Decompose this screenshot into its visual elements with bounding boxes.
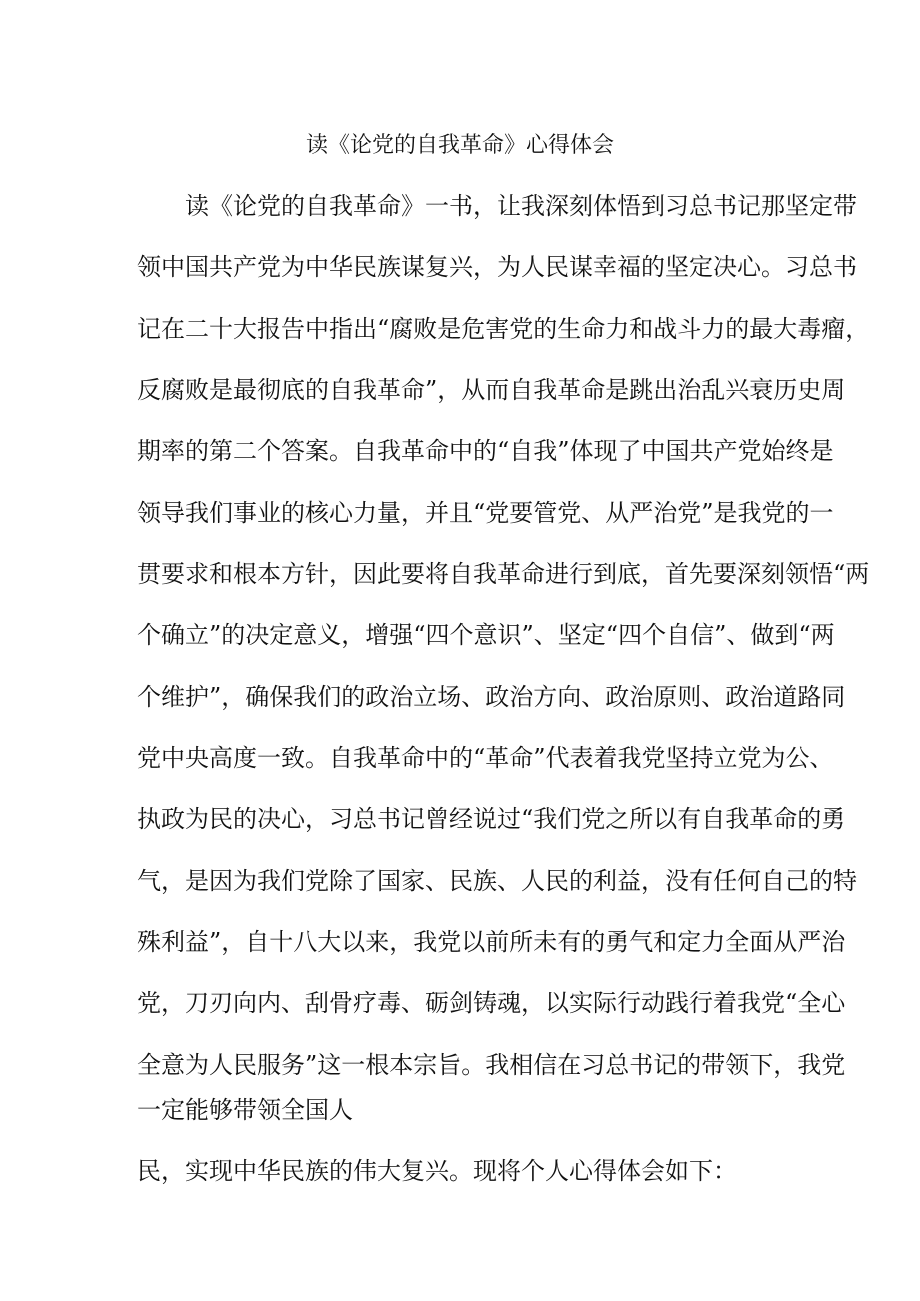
- paragraph-line: 领中国共产党为中华民族谋复兴，为人民谋幸福的坚定决心。习总书: [137, 253, 857, 281]
- paragraph-line: 个维护”，确保我们的政治立场、政治方向、政治原则、政治道路同: [137, 683, 846, 711]
- paragraph-line: 殊利益”，自十八大以来，我党以前所未有的勇气和定力全面从严治: [137, 928, 846, 956]
- paragraph-line: 期率的第二个答案。自我革命中的“自我”体现了中国共产党始终是: [137, 437, 834, 465]
- paragraph-line: 执政为民的决心，习总书记曾经说过“我们党之所以有自我革命的勇: [137, 805, 846, 833]
- paragraph-line: 气，是因为我们党除了国家、民族、人民的利益，没有任何自己的特: [137, 867, 857, 895]
- paragraph-line: 贯要求和根本方针，因此要将自我革命进行到底，首先要深刻领悟“两: [137, 560, 870, 588]
- paragraph-line: 全意为人民服务”这一根本宗旨。我相信在习总书记的带领下，我党: [137, 1051, 846, 1079]
- paragraph-line: 反腐败是最彻底的自我革命”，从而自我革命是跳出治乱兴衰历史周: [137, 376, 846, 404]
- paragraph-line: 领导我们事业的核心力量，并且“党要管党、从严治党”是我党的一: [137, 499, 834, 527]
- paragraph-line: 民，实现中华民族的伟大复兴。现将个人心得体会如下：: [137, 1157, 737, 1185]
- paragraph-line: 记在二十大报告中指出“腐败是危害党的生命力和战斗力的最大毒瘤，: [137, 315, 870, 343]
- paragraph-line: 党，刀刃向内、刮骨疗毒、砺剑铸魂，以实际行动践行着我党“全心: [137, 989, 846, 1017]
- document-title: 读《论党的自我革命》心得体会: [305, 133, 614, 158]
- paragraph-line: 读《论党的自我革命》一书，让我深刻体悟到习总书记那坚定带: [185, 192, 857, 220]
- paragraph-line: 个确立”的决定意义，增强“四个意识”、坚定“四个自信”、做到“两: [137, 621, 835, 649]
- paragraph-line: 一定能够带领全国人: [137, 1096, 353, 1124]
- paragraph-line: 党中央高度一致。自我革命中的“革命”代表着我党坚持立党为公、: [137, 744, 834, 772]
